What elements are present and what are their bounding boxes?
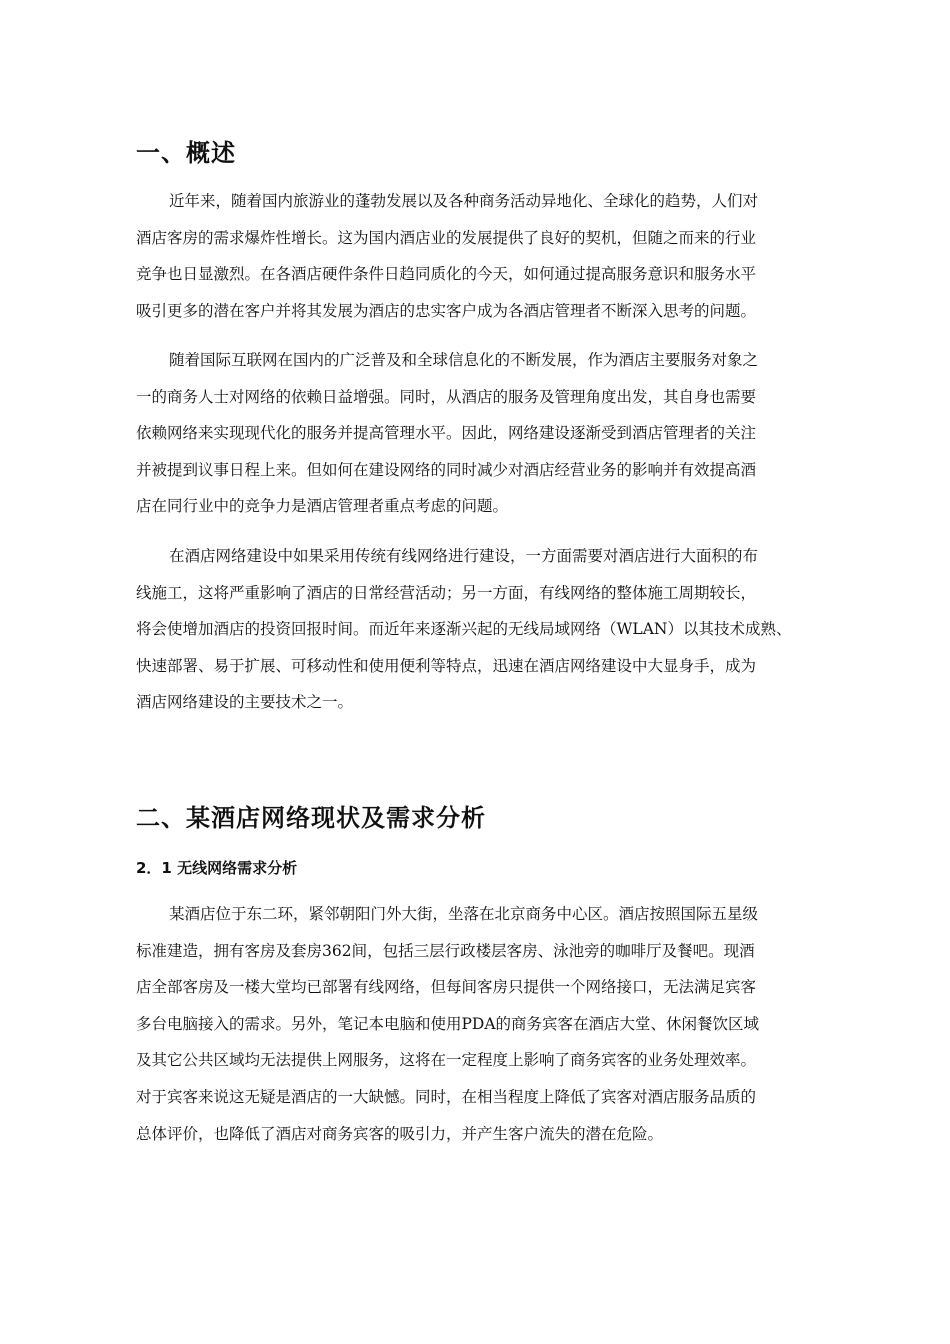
text-line: 及其它公共区域均无法提供上网服务，这将在一定程度上影响了商务宾客的业务处理效率。 — [136, 1051, 757, 1070]
section-2-heading: 二、某酒店网络现状及需求分析 — [136, 804, 486, 832]
text-line: 线施工，这将严重影响了酒店的日常经营活动；另一方面，有线网络的整体施工周期较长， — [136, 583, 757, 602]
text-line: 竞争也日显激烈。在各酒店硬件条件日趋同质化的今天，如何通过提高服务意识和服务水平 — [136, 265, 757, 284]
text-line: 对于宾客来说这无疑是酒店的一大缺憾。同时，在相当程度上降低了宾客对酒店服务品质的 — [136, 1087, 757, 1106]
text-line: 标准建造，拥有客房及套房362间，包括三层行政楼层客房、泳池旁的咖啡厅及餐吧。现酒 — [136, 941, 755, 960]
section-1-heading: 一、概述 — [136, 139, 236, 167]
text-line: 快速部署、易于扩展、可移动性和使用便利等特点，迅速在酒店网络建设中大显身手，成为 — [136, 656, 757, 675]
section-2-1-paragraph-1 — [136, 903, 816, 1159]
text-line: 店全部客房及一楼大堂均已部署有线网络，但每间客房只提供一个网络接口，无法满足宾客 — [136, 978, 757, 997]
text-line: 一的商务人士对网络的依赖日益增强。同时，从酒店的服务及管理角度出发，其自身也需要 — [136, 387, 757, 406]
text-line: 随着国际互联网在国内的广泛普及和全球信息化的不断发展，作为酒店主要服务对象之 — [169, 351, 759, 369]
text-line: 依赖网络来实现现代化的服务并提高管理水平。因此，网络建设逐渐受到酒店管理者的关注 — [136, 424, 757, 443]
section-1-paragraph-1 — [136, 190, 816, 336]
section-1-paragraph-2 — [136, 349, 816, 532]
text-line: 在酒店网络建设中如果采用传统有线网络进行建设，一方面需要对酒店进行大面积的布 — [169, 547, 759, 565]
section-1-paragraph-3 — [136, 545, 816, 728]
text-line: 总体评价，也降低了酒店对商务宾客的吸引力，并产生客户流失的潜在危险。 — [136, 1124, 664, 1143]
text-line: 吸引更多的潜在客户并将其发展为酒店的忠实客户成为各酒店管理者不断深入思考的问题。 — [136, 301, 757, 320]
text-line: 多台电脑接入的需求。另外，笔记本电脑和使用PDA的商务宾客在酒店大堂、休闲餐饮区域 — [136, 1014, 760, 1033]
text-line: 酒店网络建设的主要技术之一。 — [136, 693, 354, 712]
text-line: 某酒店位于东二环，紧邻朝阳门外大街，坐落在北京商务中心区。酒店按照国际五星级 — [169, 905, 759, 923]
text-line: 店在同行业中的竞争力是酒店管理者重点考虑的问题。 — [136, 497, 509, 516]
text-line: 酒店客房的需求爆炸性增长。这为国内酒店业的发展提供了良好的契机，但随之而来的行业 — [136, 228, 757, 247]
text-line: 近年来，随着国内旅游业的蓬勃发展以及各种商务活动异地化、全球化的趋势，人们对 — [169, 192, 759, 210]
text-line: 将会使增加酒店的投资回报时间。而近年来逐渐兴起的无线局域网络（WLAN）以其技术成熟、 — [136, 620, 792, 639]
text-line: 并被提到议事日程上来。但如何在建设网络的同时减少对酒店经营业务的影响并有效提高酒 — [136, 460, 757, 479]
subsection-2-1-heading: 2．1 无线网络需求分析 — [136, 859, 298, 877]
